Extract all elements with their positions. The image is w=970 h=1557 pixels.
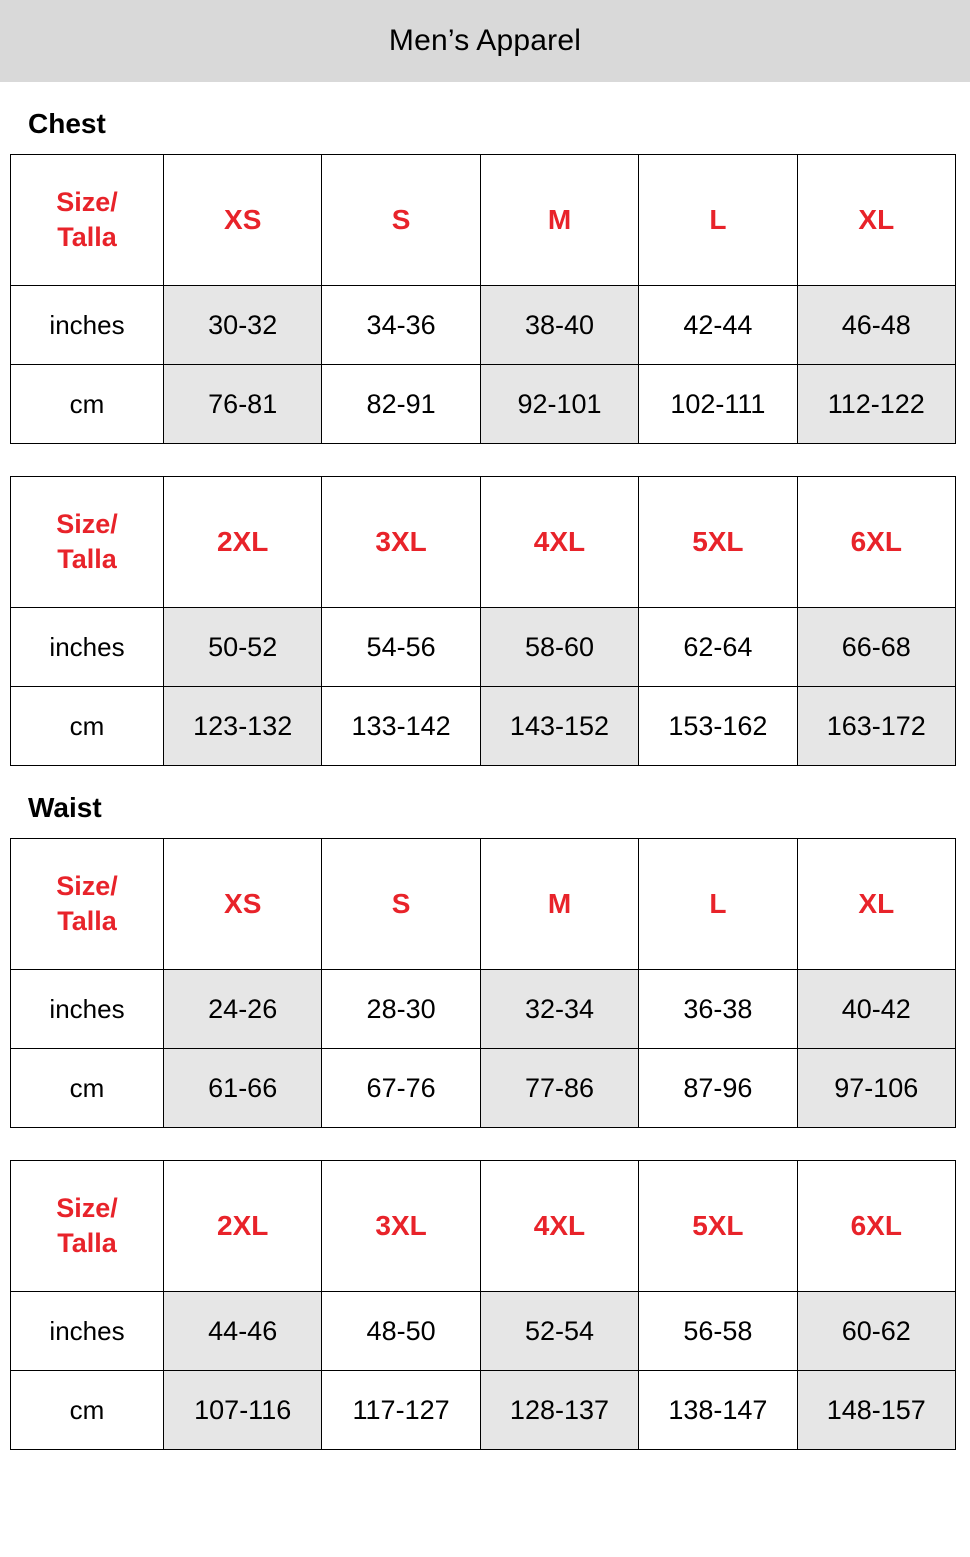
chest-size-table-standard <box>10 154 956 444</box>
section-heading-chest: Chest <box>28 108 106 139</box>
size-header-cell: XL <box>797 839 955 970</box>
table-row <box>11 365 956 444</box>
table-row <box>11 687 956 766</box>
size-header-cell: 6XL <box>797 1161 955 1292</box>
size-talla-label: Size/ Talla <box>11 1161 164 1292</box>
waist-size-table-extended <box>10 1160 956 1450</box>
size-header-cell: 2XL <box>164 1161 322 1292</box>
measurement-cell: 42-44 <box>639 286 797 365</box>
measurement-cell: 82-91 <box>322 365 480 444</box>
measurement-cell: 44-46 <box>164 1292 322 1371</box>
table-gap <box>0 1128 970 1160</box>
measurement-cell: 67-76 <box>322 1049 480 1128</box>
size-talla-label: Size/ Talla <box>11 477 164 608</box>
measurement-cell: 40-42 <box>797 970 955 1049</box>
unit-label: inches <box>11 286 164 365</box>
unit-label: cm <box>11 1049 164 1128</box>
chest-size-table-extended <box>10 476 956 766</box>
size-header-cell: 4XL <box>480 477 638 608</box>
section-heading-waist: Waist <box>28 792 102 823</box>
page-title: Men’s Apparel <box>388 24 582 57</box>
table-row <box>11 970 956 1049</box>
chest-table-2-wrap <box>10 476 956 766</box>
size-header-cell: S <box>322 155 480 286</box>
measurement-cell: 128-137 <box>480 1371 638 1450</box>
measurement-cell: 24-26 <box>164 970 322 1049</box>
measurement-cell: 97-106 <box>797 1049 955 1128</box>
waist-table-2-wrap <box>10 1160 956 1450</box>
measurement-cell: 117-127 <box>322 1371 480 1450</box>
table-header-row <box>11 1161 956 1292</box>
measurement-cell: 50-52 <box>164 608 322 687</box>
measurement-cell: 56-58 <box>639 1292 797 1371</box>
measurement-cell: 138-147 <box>639 1371 797 1450</box>
measurement-cell: 153-162 <box>639 687 797 766</box>
size-header-cell: 5XL <box>639 477 797 608</box>
unit-label: cm <box>11 687 164 766</box>
measurement-cell: 52-54 <box>480 1292 638 1371</box>
measurement-cell: 163-172 <box>797 687 955 766</box>
size-header-cell: M <box>480 155 638 286</box>
chest-table-1-wrap <box>10 154 956 444</box>
size-header-cell: XS <box>164 839 322 970</box>
measurement-cell: 30-32 <box>164 286 322 365</box>
measurement-cell: 133-142 <box>322 687 480 766</box>
unit-label: inches <box>11 608 164 687</box>
measurement-cell: 34-36 <box>322 286 480 365</box>
waist-table-1-wrap <box>10 838 956 1128</box>
table-gap <box>0 444 970 476</box>
size-header-cell: XL <box>797 155 955 286</box>
measurement-cell: 66-68 <box>797 608 955 687</box>
unit-label: cm <box>11 1371 164 1450</box>
table-header-row <box>11 839 956 970</box>
measurement-cell: 54-56 <box>322 608 480 687</box>
size-header-cell: 3XL <box>322 477 480 608</box>
measurement-cell: 102-111 <box>639 365 797 444</box>
measurement-cell: 62-64 <box>639 608 797 687</box>
table-row <box>11 1371 956 1450</box>
waist-size-table-standard <box>10 838 956 1128</box>
measurement-cell: 123-132 <box>164 687 322 766</box>
size-header-cell: 4XL <box>480 1161 638 1292</box>
measurement-cell: 28-30 <box>322 970 480 1049</box>
size-header-cell: 3XL <box>322 1161 480 1292</box>
size-header-cell: XS <box>164 155 322 286</box>
page-title-bar <box>0 0 970 82</box>
measurement-cell: 143-152 <box>480 687 638 766</box>
table-row <box>11 1292 956 1371</box>
size-header-cell: 6XL <box>797 477 955 608</box>
unit-label: inches <box>11 1292 164 1371</box>
size-talla-label: Size/ Talla <box>11 839 164 970</box>
measurement-cell: 107-116 <box>164 1371 322 1450</box>
size-header-cell: S <box>322 839 480 970</box>
measurement-cell: 38-40 <box>480 286 638 365</box>
measurement-cell: 32-34 <box>480 970 638 1049</box>
size-header-cell: M <box>480 839 638 970</box>
measurement-cell: 92-101 <box>480 365 638 444</box>
table-header-row <box>11 155 956 286</box>
measurement-cell: 112-122 <box>797 365 955 444</box>
measurement-cell: 46-48 <box>797 286 955 365</box>
size-talla-label: Size/ Talla <box>11 155 164 286</box>
table-header-row <box>11 477 956 608</box>
table-row <box>11 608 956 687</box>
table-row <box>11 1049 956 1128</box>
measurement-cell: 60-62 <box>797 1292 955 1371</box>
unit-label: inches <box>11 970 164 1049</box>
size-header-cell: 5XL <box>639 1161 797 1292</box>
size-header-cell: L <box>639 155 797 286</box>
size-header-cell: L <box>639 839 797 970</box>
measurement-cell: 148-157 <box>797 1371 955 1450</box>
measurement-cell: 58-60 <box>480 608 638 687</box>
size-header-cell: 2XL <box>164 477 322 608</box>
unit-label: cm <box>11 365 164 444</box>
measurement-cell: 76-81 <box>164 365 322 444</box>
measurement-cell: 36-38 <box>639 970 797 1049</box>
measurement-cell: 87-96 <box>639 1049 797 1128</box>
measurement-cell: 48-50 <box>322 1292 480 1371</box>
measurement-cell: 61-66 <box>164 1049 322 1128</box>
measurement-cell: 77-86 <box>480 1049 638 1128</box>
table-row <box>11 286 956 365</box>
